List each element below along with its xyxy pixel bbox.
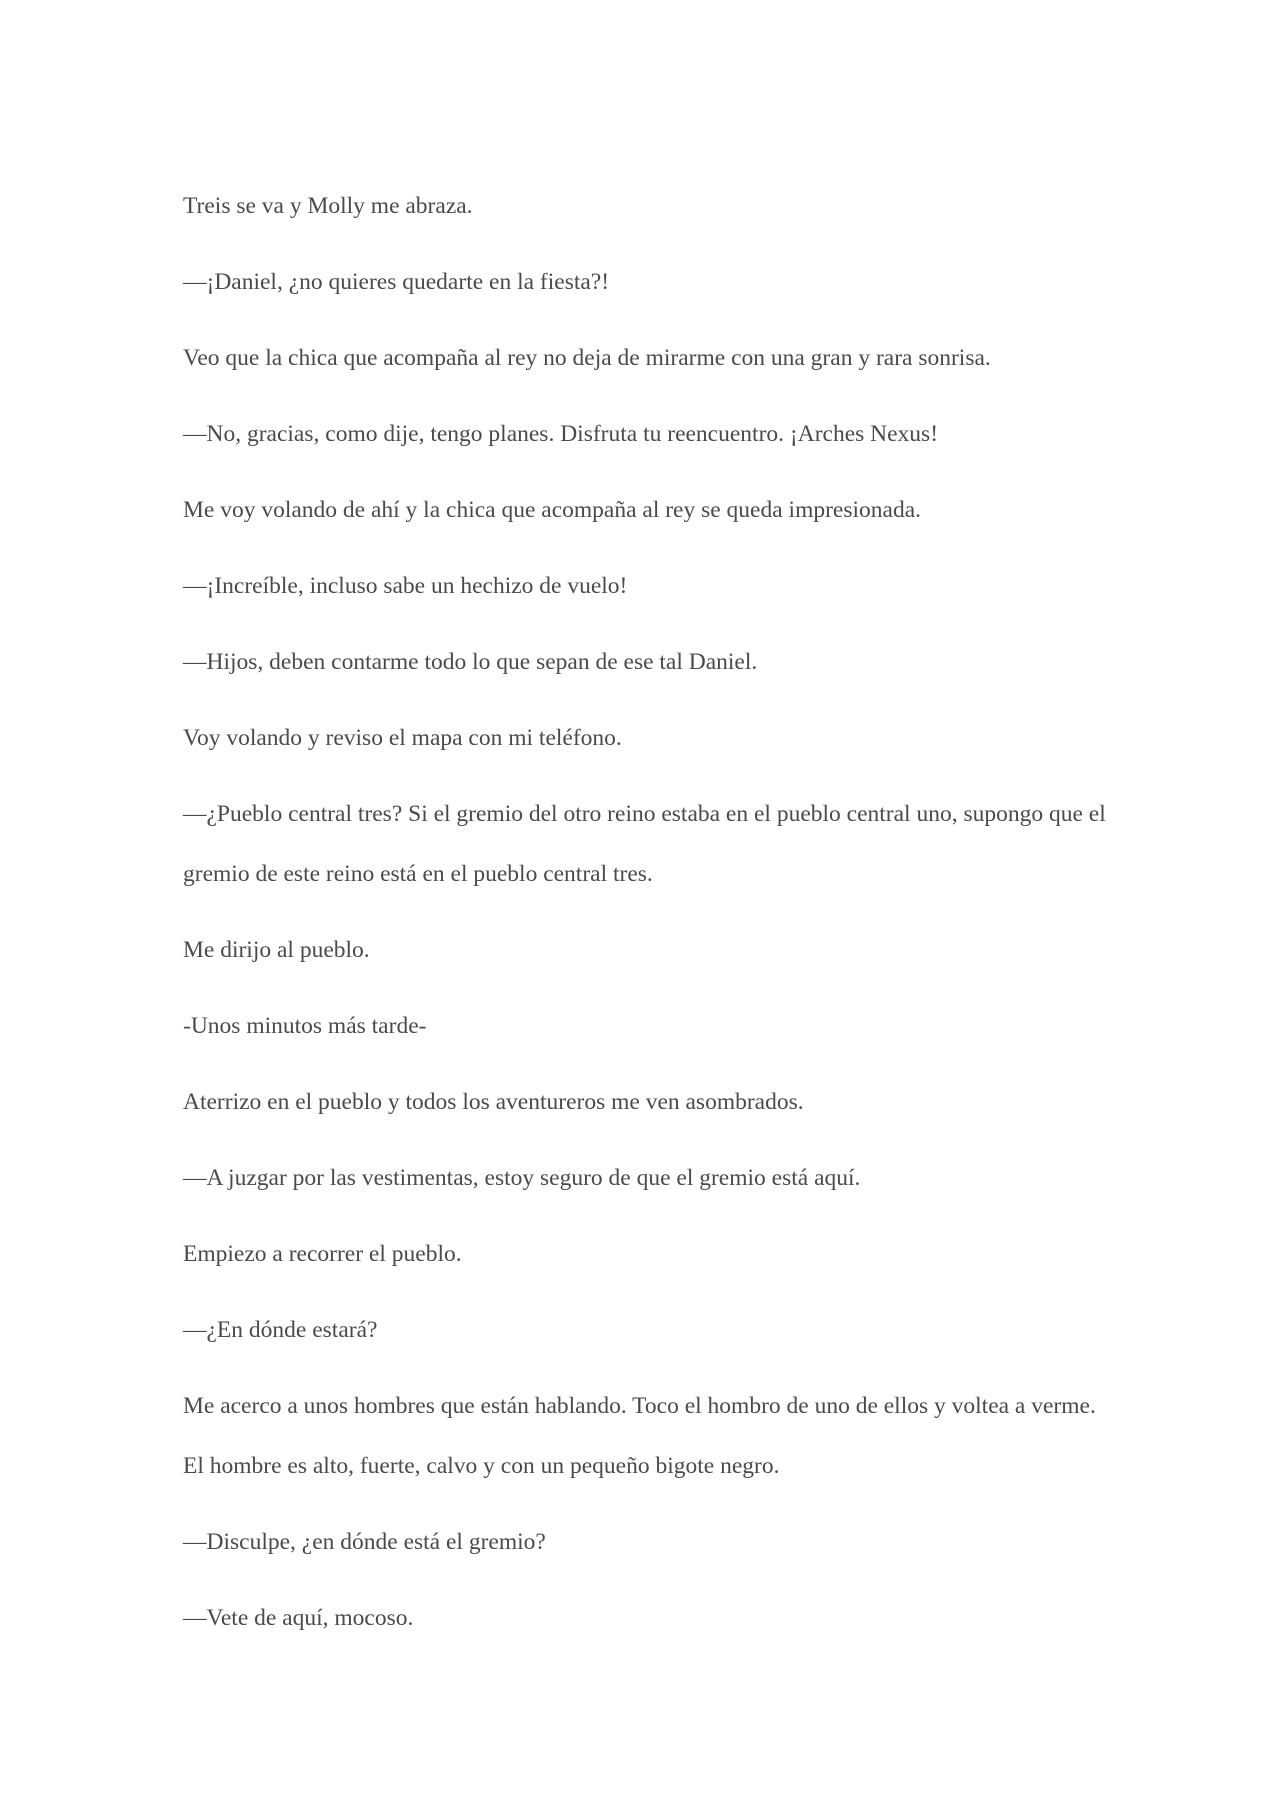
paragraph: Me voy volando de ahí y la chica que acompaña al rey se queda impresionada. [183, 497, 922, 523]
text-body [183, 176, 1113, 1664]
paragraph: Empiezo a recorrer el pueblo. [183, 1241, 462, 1267]
paragraph: —¿Pueblo central tres? Si el gremio del otro reino estaba en el pueblo central uno, supongo que el gremio de este reino está en el pueblo central tres. [183, 801, 1106, 887]
paragraph: —¡Increíble, incluso sabe un hechizo de vuelo! [183, 573, 628, 599]
paragraph: —¡Daniel, ¿no quieres quedarte en la fiesta?! [183, 269, 610, 295]
paragraph: Treis se va y Molly me abraza. [183, 193, 473, 219]
paragraph: —Hijos, deben contarme todo lo que sepan de ese tal Daniel. [183, 649, 758, 675]
paragraph: Aterrizo en el pueblo y todos los aventureros me ven asombrados. [183, 1089, 804, 1115]
paragraph: —¿En dónde estará? [183, 1317, 378, 1343]
paragraph: —Disculpe, ¿en dónde está el gremio? [183, 1529, 546, 1555]
paragraph: Me acerco a unos hombres que están hablando. Toco el hombro de uno de ellos y voltea a verme. El hombre es alto, fuerte, calvo y con un pequeño bigote negro. [183, 1393, 1096, 1479]
paragraph: -Unos minutos más tarde- [183, 1013, 427, 1039]
paragraph: Veo que la chica que acompaña al rey no deja de mirarme con una gran y rara sonrisa. [183, 345, 991, 371]
paragraph: —No, gracias, como dije, tengo planes. Disfruta tu reencuentro. ¡Arches Nexus! [183, 421, 939, 447]
paragraph: —A juzgar por las vestimentas, estoy seguro de que el gremio está aquí. [183, 1165, 861, 1191]
paragraph: Voy volando y reviso el mapa con mi teléfono. [183, 725, 622, 751]
paragraph: —Vete de aquí, mocoso. [183, 1605, 414, 1631]
paragraph: Me dirijo al pueblo. [183, 937, 370, 963]
